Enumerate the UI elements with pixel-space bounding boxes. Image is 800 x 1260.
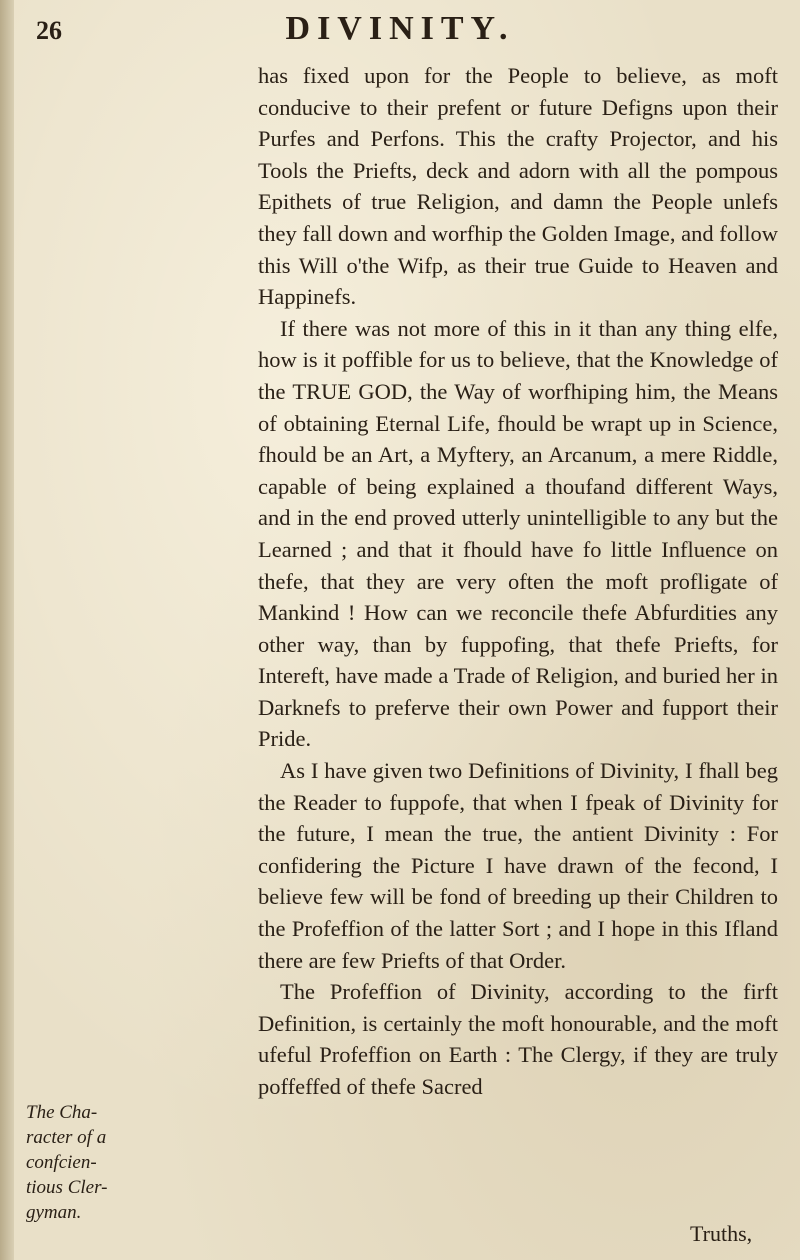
catchword: Truths, — [690, 1221, 753, 1246]
marginal-note — [26, 1100, 146, 1225]
paragraph-4: The Profeffion of Divinity, according to the firft Definition, is certainly the moft honourable, and the moft ufeful Profeffion on Earth : The Clergy, if they are truly poffeffed of thefe Sacred — [258, 979, 778, 1099]
page-number: 26 — [36, 16, 62, 45]
marginal-note-line: The Cha- — [26, 1102, 98, 1123]
marginal-note-line: confcien- — [26, 1152, 97, 1173]
paragraph-3: As I have given two Definitions of Divinity, I fhall beg the Reader to fuppofe, that when I fpeak of Divinity for the future, I mean the true, the antient Divinity : For confidering the Picture I have drawn of the fecond, I believe few will be fond of breeding up their Children to the Profeffion of the latter Sort ; and I hope in this Ifland there are few Priefts of that Order. — [258, 758, 778, 973]
running-head: DIVINITY. — [285, 10, 515, 47]
marginal-note-line: racter of a — [26, 1127, 107, 1148]
page-gutter — [0, 0, 14, 1260]
marginal-note-line: tious Cler- — [26, 1177, 108, 1198]
body-text — [258, 60, 778, 1103]
marginal-note-line: gyman. — [26, 1202, 82, 1223]
paragraph-1: has fixed upon for the People to believe, as moft conducive to their prefent or future Defigns upon their Purfes and Perfons. This the crafty Projector, and his Tools the Priefts, deck and adorn with all the pompous Epithets of true Religion, and damn the People unlefs they fall down and worfhip the Golden Image, and follow this Will o'the Wifp, as their true Guide to Heaven and Happinefs. — [258, 63, 778, 310]
paragraph-2: If there was not more of this in it than any thing elfe, how is it poffible for us to believe, that the Knowledge of the TRUE GOD, the Way of worfhiping him, the Means of obtaining Eternal Life, fhould be wrapt up in Science, fhould be an Art, a Myftery, an Arcanum, a mere Riddle, capable of being explained a thoufand different Ways, and in the end proved utterly unintelligible to any but the Learned ; and that it fhould have fo little Influence on thefe, that they are very often the moft profligate of Mankind ! How can we reconcile thefe Abfurdities any other way, than by fuppofing, that thefe Priefts, for Intereft, have made a Trade of Religion, and buried her in Darknefs to preferve their own Power and fupport their Pride. — [258, 315, 778, 752]
